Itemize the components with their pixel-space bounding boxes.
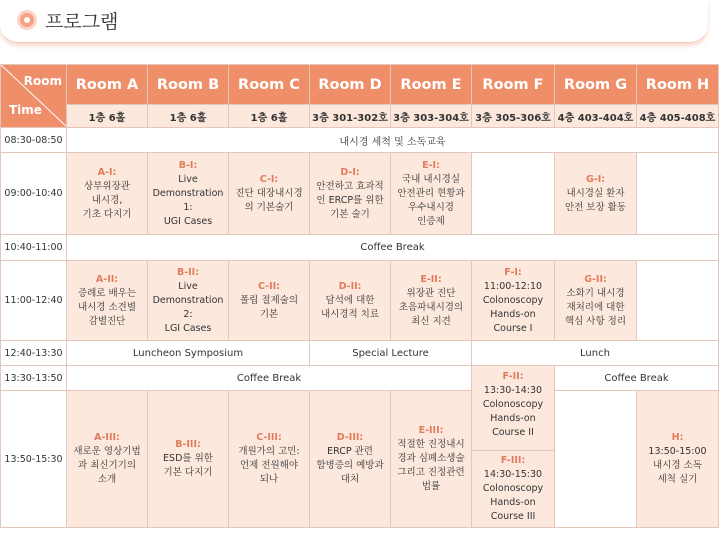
session-f2 [472, 261, 555, 341]
session-code: E-I: [422, 159, 440, 171]
special-lecture: Special Lecture [310, 341, 472, 366]
session-text: 법률 [421, 481, 441, 492]
session-b2 [148, 261, 229, 341]
session-code: F-II: [502, 371, 524, 382]
room-header-g: Room G [555, 65, 637, 105]
empty-cell [637, 261, 719, 341]
session-text: Course II [492, 427, 534, 438]
room-header-f: Room F [472, 65, 555, 105]
session-text: 인증제 [417, 215, 445, 227]
session-text: 합병증의 예방과 [316, 460, 384, 471]
session-text: 그리고 진정관련 [397, 467, 465, 478]
session-text: 14:30-15:30 [483, 469, 543, 480]
bullet-circle-icon [17, 10, 37, 30]
page-title: 프로그램 [45, 11, 119, 33]
session-text: 초음파내시경의 [398, 301, 464, 313]
session-text: 내시경 소독 [653, 460, 702, 471]
session-text: 최신 지견 [411, 315, 451, 327]
session-code: D-I: [340, 166, 360, 178]
room-location-d: 3층 301-302호 [310, 105, 391, 128]
empty-cell [637, 153, 719, 235]
session-h3 [637, 391, 719, 528]
session-text: 담석에 대한 [325, 294, 375, 306]
room-header-b: Room B [148, 65, 229, 105]
session-text: 재처리에 대한 [566, 301, 625, 313]
time-slot: 12:40-13:30 [1, 341, 67, 366]
time-slot: 09:00-10:40 [1, 153, 67, 235]
session-d1 [310, 153, 391, 235]
session-text: Hands-on [490, 413, 536, 424]
coffee-break: Coffee Break [555, 366, 719, 391]
session-text: 11:00-12:10 [483, 280, 543, 292]
session-code: A-III: [94, 432, 120, 443]
session-text: 소개 [97, 474, 117, 485]
session-code: A-I: [97, 166, 117, 178]
session-code: D-III: [336, 432, 364, 443]
room-location-b: 1층 6홀 [148, 105, 229, 128]
session-code: A-II: [95, 273, 119, 285]
session-text: Colonoscopy [482, 399, 544, 410]
session-text: ERCP 관련 [327, 446, 373, 457]
session-text: 내시경 소견별 [77, 301, 137, 313]
session-text: UGI Cases [163, 215, 213, 227]
time-slot: 10:40-11:00 [1, 235, 67, 261]
session-a3 [67, 391, 148, 528]
session-text: 증례로 배우는 [77, 287, 137, 299]
session-code: G-II: [584, 273, 607, 285]
room-location-a: 1층 6홀 [67, 105, 148, 128]
session-code: B-II: [176, 266, 200, 278]
session-text: 우수내시경 [408, 201, 454, 213]
session-text: 감별진단 [88, 315, 126, 327]
session-code: E-II: [420, 273, 442, 285]
session-text: Course III [490, 511, 536, 522]
session-code: D-II: [338, 280, 362, 292]
time-slot: 08:30-08:50 [1, 128, 67, 153]
session-e3 [391, 391, 472, 528]
session-text: Demonstration 1: [152, 187, 224, 213]
room-header-h: Room H [637, 65, 719, 105]
session-code: B-I: [178, 159, 198, 171]
session-text: 적절한 진정내시 [397, 439, 465, 450]
session-code: C-III: [256, 432, 282, 443]
session-f3b [472, 451, 555, 528]
coffee-break: Coffee Break [67, 366, 472, 391]
session-text: Colonoscopy [482, 483, 544, 494]
room-location-f: 3층 305-306호 [472, 105, 555, 128]
room-header-c: Room C [229, 65, 310, 105]
session-code: C-II: [257, 280, 280, 292]
session-e2 [391, 261, 472, 341]
session-code: F-I: [504, 266, 522, 278]
room-location-c: 1층 6홀 [229, 105, 310, 128]
session-code: F-III: [500, 455, 526, 466]
room-header-a: Room A [67, 65, 148, 105]
session-text: 인 ERCP를 위한 [316, 194, 384, 206]
session-text: 기초 다지기 [82, 208, 132, 220]
schedule-table [0, 64, 719, 528]
session-text: 안전관리 현황과 [397, 187, 465, 199]
empty-cell [472, 153, 555, 235]
session-text: 되나 [259, 474, 279, 485]
session-code: G-I: [585, 173, 606, 185]
room-header-e: Room E [391, 65, 472, 105]
session-e1 [391, 153, 472, 235]
room-time-corner [1, 65, 67, 128]
page-header [0, 0, 708, 43]
session-text: ESD를 위한 [163, 453, 213, 464]
room-location-g: 4층 403-404호 [555, 105, 637, 128]
session-g2 [555, 261, 637, 341]
corner-room-label: Room [23, 74, 62, 88]
session-code: B-III: [175, 439, 201, 450]
session-text: 상부위장관 [84, 180, 130, 192]
session-text: 과 최신기기의 [77, 460, 137, 471]
session-text: 핵심 사항 정리 [564, 315, 627, 327]
lunch-break: Lunch [472, 341, 719, 366]
session-text: 국내 내시경실 [401, 173, 461, 185]
session-text: 내시경실 환자 [566, 187, 625, 199]
time-slot: 11:00-12:40 [1, 261, 67, 341]
session-text: 의 기본술기 [244, 201, 294, 213]
session-code: H: [671, 432, 684, 443]
session-text: 소화기 내시경 [566, 287, 625, 299]
session-text: Live [178, 173, 198, 185]
session-code: C-I: [259, 173, 279, 185]
session-text: Hands-on [490, 497, 536, 508]
session-text: 개원가의 고민: [238, 446, 300, 457]
room-location-e: 3층 303-304호 [391, 105, 472, 128]
empty-cell [555, 391, 637, 528]
session-text: 세척 실기 [657, 474, 698, 485]
corner-time-label: Time [9, 103, 42, 117]
luncheon-symposium: Luncheon Symposium [67, 341, 310, 366]
session-c3 [229, 391, 310, 528]
session-text: 안전 보장 활동 [564, 201, 627, 213]
session-text: 진단 대장내시경 [235, 187, 303, 199]
session-text: 안전하고 효과적 [316, 180, 384, 192]
session-b3 [148, 391, 229, 528]
session-text: 기본 [259, 308, 279, 320]
session-text: 경과 심폐소생술 [397, 453, 465, 464]
session-text: Course I [493, 322, 533, 334]
session-b1 [148, 153, 229, 235]
session-text: 대처 [340, 474, 360, 485]
session-text: Live [178, 280, 198, 292]
session-text: 기본 술기 [330, 208, 370, 220]
session-text: 내시경적 치료 [320, 308, 380, 320]
session-text: 새로운 영상기법 [73, 446, 141, 457]
session-text: 13:30-14:30 [483, 385, 543, 396]
room-location-h: 4층 405-408호 [637, 105, 719, 128]
session-g1 [555, 153, 637, 235]
session-a2 [67, 261, 148, 341]
session-c1 [229, 153, 310, 235]
room-header-d: Room D [310, 65, 391, 105]
session-text: Demonstration 2: [152, 294, 224, 320]
session-text: 위장관 진단 [406, 287, 456, 299]
session-text: 내시경, [91, 194, 123, 206]
session-c2 [229, 261, 310, 341]
session-text: 폴립 절제술의 [239, 294, 299, 306]
time-slot: 13:50-15:30 [1, 391, 67, 528]
session-text: 13:50-15:00 [648, 446, 707, 457]
opening-session: 내시경 세척 및 소독교육 [67, 128, 719, 153]
session-text: Hands-on [490, 308, 536, 320]
time-slot: 13:30-13:50 [1, 366, 67, 391]
session-text: 기본 다지기 [163, 467, 213, 478]
session-d2 [310, 261, 391, 341]
session-text: Colonoscopy [482, 294, 544, 306]
session-f3a [472, 366, 555, 451]
session-a1 [67, 153, 148, 235]
session-text: 언제 전원해야 [239, 460, 299, 471]
session-d3 [310, 391, 391, 528]
session-text: LGI Cases [164, 322, 212, 334]
coffee-break: Coffee Break [67, 235, 719, 261]
session-code: E-III: [418, 425, 444, 436]
